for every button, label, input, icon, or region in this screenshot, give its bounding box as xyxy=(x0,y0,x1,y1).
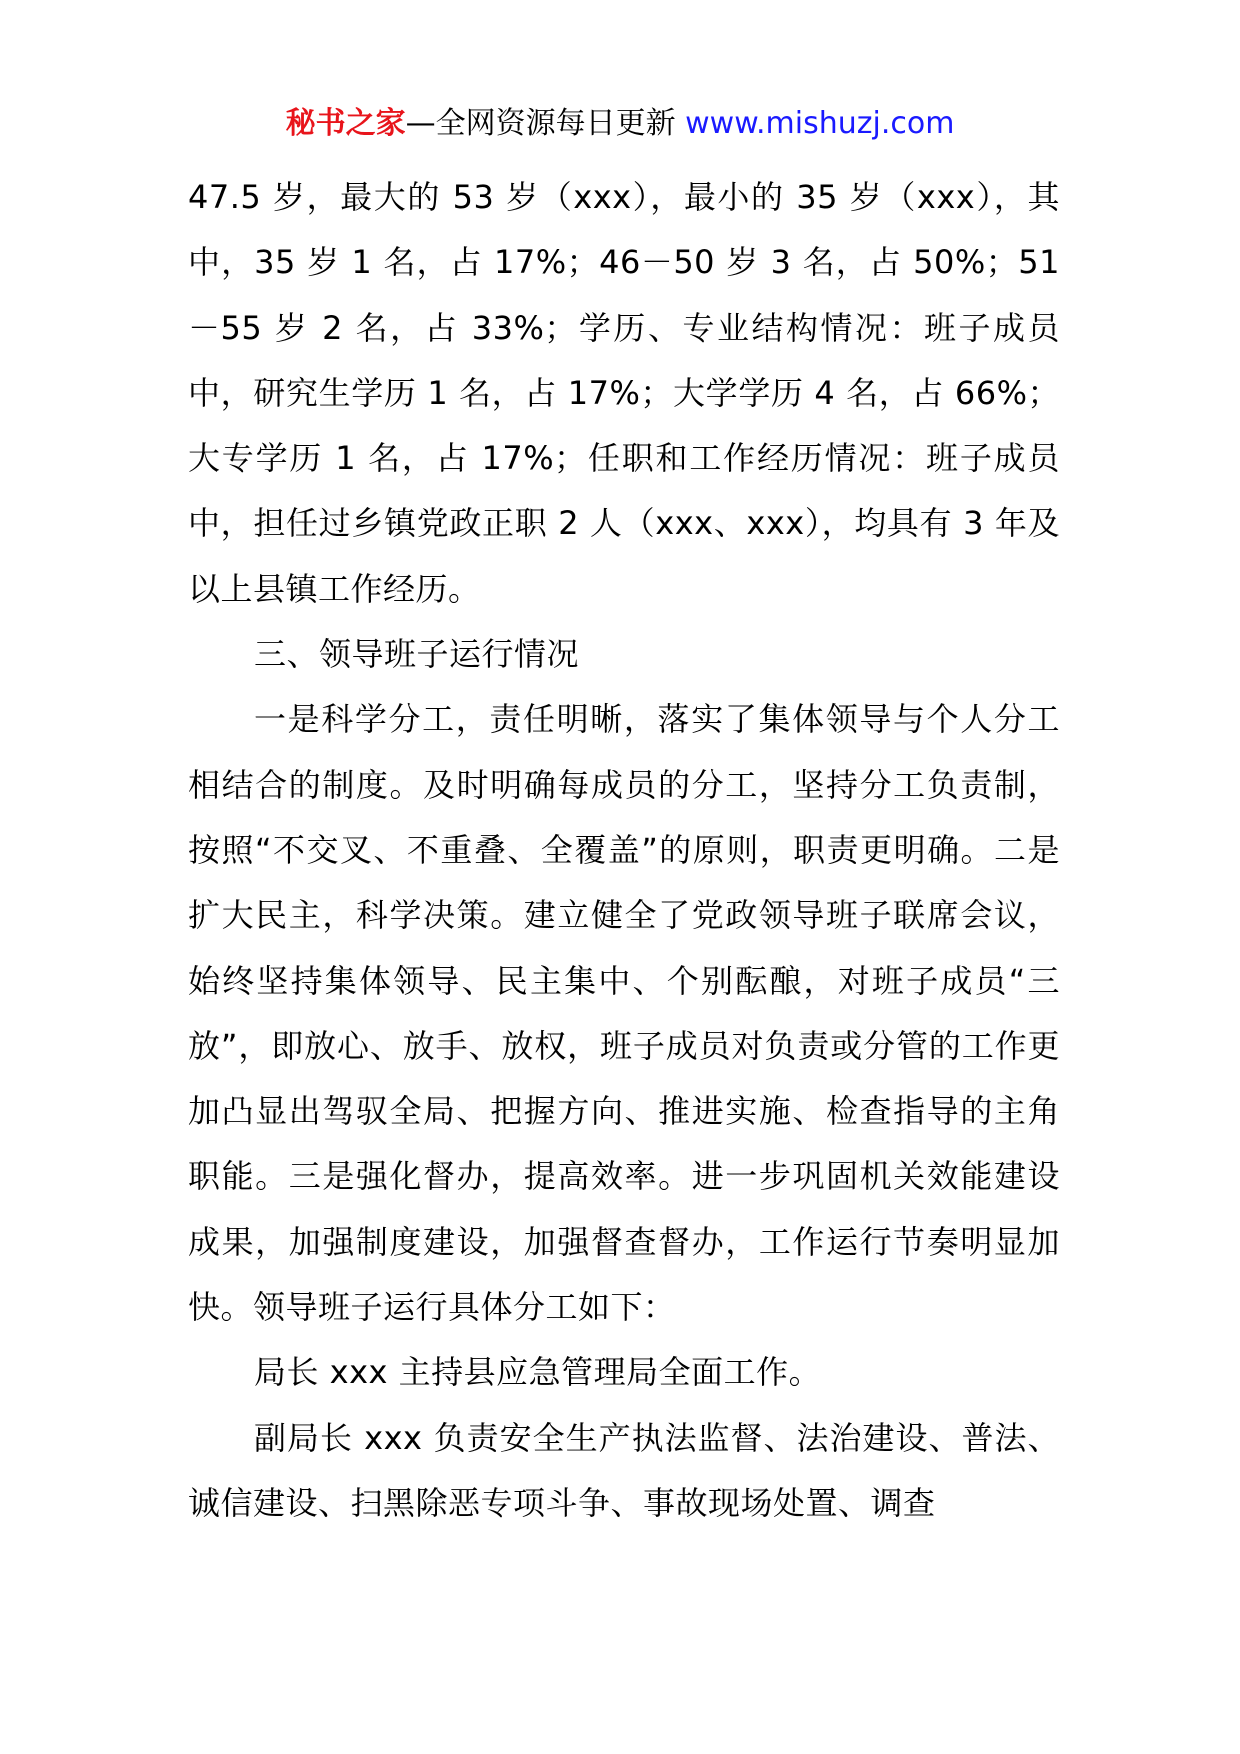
paragraph-age-education: 47.5 岁，最大的 53 岁（xxx），最小的 35 岁（xxx），其中，35 岁 1 名，占 17%；46－50 岁 3 名，占 50%；51－55 岁 2 名，占 33%；学历、专业结构情况：班子成员中，研究生学历 1 名，占 17%；大学学历 4 名，占 66%；大专学历 1 名，占 17%；任职和工作经历情况：班子成员中，担任过乡镇党政正职 2 人（xxx、xxx），均具有 3 年及以上县镇工作经历。 xyxy=(188,178,1060,608)
header-tagline: —全网资源每日更新 xyxy=(405,106,676,141)
header-brand: 秘书之家 xyxy=(285,106,406,141)
document-body xyxy=(188,165,1060,1536)
section-heading-operation: 三、领导班子运行情况 xyxy=(254,635,580,674)
header-url[interactable]: www.mishuzj.com xyxy=(685,106,955,141)
page-header xyxy=(0,104,1240,144)
paragraph-operation-details: 一是科学分工，责任明晰，落实了集体领导与个人分工相结合的制度。及时明确每成员的分工，坚持分工负责制，按照“不交叉、不重叠、全覆盖”的原则，职责更明确。二是扩大民主，科学决策。建立健全了党政领导班子联席会议，始终坚持集体领导、民主集中、个别酝酿，对班子成员“三放”，即放心、放手、放权，班子成员对负责或分管的工作更加凸显出驾驭全局、把握方向、推进实施、检查指导的主角职能。三是强化督办，提高效率。进一步巩固机关效能建设成果，加强制度建设，加强督查督办，工作运行节奏明显加快。领导班子运行具体分工如下： xyxy=(188,700,1060,1327)
paragraph-director-duty: 局长 xxx 主持县应急管理局全面工作。 xyxy=(254,1353,822,1392)
paragraph-deputy-director-duty: 副局长 xxx 负责安全生产执法监督、法治建设、普法、诚信建设、扫黑除恶专项斗争、事故现场处置、调查 xyxy=(188,1418,1060,1522)
